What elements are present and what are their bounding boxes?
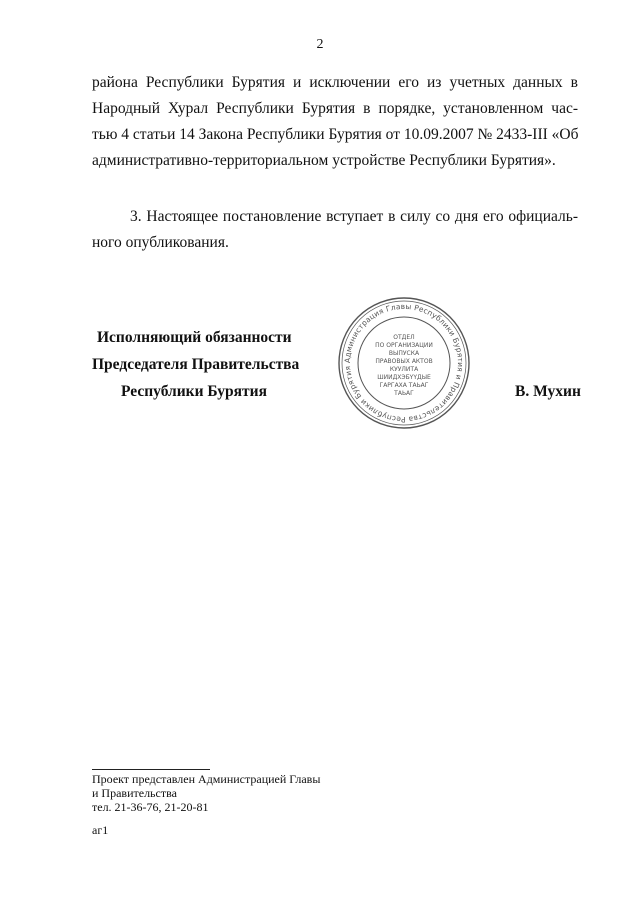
footer-line: тел. 21-36-76, 21-20-81 xyxy=(92,800,209,814)
document-code: аг1 xyxy=(92,823,109,837)
official-seal xyxy=(336,295,472,431)
paragraph-continuation xyxy=(92,70,578,174)
seal-center-line: ГАРГАХА ТАЬАГ xyxy=(379,382,429,389)
seal-center-text xyxy=(375,334,433,397)
paragraph-line: ного опубликования. xyxy=(92,234,229,251)
signatory-position-line2: Председателя Правительства xyxy=(92,356,300,373)
paragraph-line: Народный Хурал Республики Бурятия в порядке, установленном час- xyxy=(92,100,578,117)
seal-outer-text-path: Администрация Главы Республики Бурятия и Правительства Республики Бурятия xyxy=(342,301,466,425)
signatory-position-line3: Республики Бурятия xyxy=(121,383,267,400)
signatory-position-line1: Исполняющий обязанности xyxy=(97,329,292,346)
seal-center-line: КУУЛИТА xyxy=(389,366,419,373)
footer-line: Проект представлен Администрацией Главы xyxy=(92,772,321,786)
seal-center-line: ШИИДХЭБҮҮДЫЕ xyxy=(377,374,431,381)
seal-center-line: ВЫПУСКА xyxy=(388,350,420,357)
paragraph-line: района Республики Бурятия и исключении его из учетных данных в xyxy=(92,74,578,91)
seal-center-line: ПО ОРГАНИЗАЦИИ xyxy=(375,342,433,349)
footer-note xyxy=(92,772,320,814)
paragraph-line: тью 4 статьи 14 Закона Республики Бурятия от 10.09.2007 № 2433-III «Об xyxy=(92,126,579,143)
footer-divider xyxy=(92,769,210,770)
footer-line: и Правительства xyxy=(92,786,177,800)
page-number: 2 xyxy=(316,37,324,52)
seal-center-line: ПРАВОВЫХ АКТОВ xyxy=(375,358,433,365)
paragraph-line: 3. Настоящее постановление вступает в силу со дня его официаль- xyxy=(130,208,578,225)
paragraph-line: административно-территориальном устройстве Республики Бурятия». xyxy=(92,152,556,169)
signatory-name: В. Мухин xyxy=(515,383,581,400)
seal-center-line: ТАЬАГ xyxy=(394,390,414,397)
seal-center-line: ОТДЕЛ xyxy=(393,334,415,341)
paragraph-effective-date xyxy=(92,204,578,256)
